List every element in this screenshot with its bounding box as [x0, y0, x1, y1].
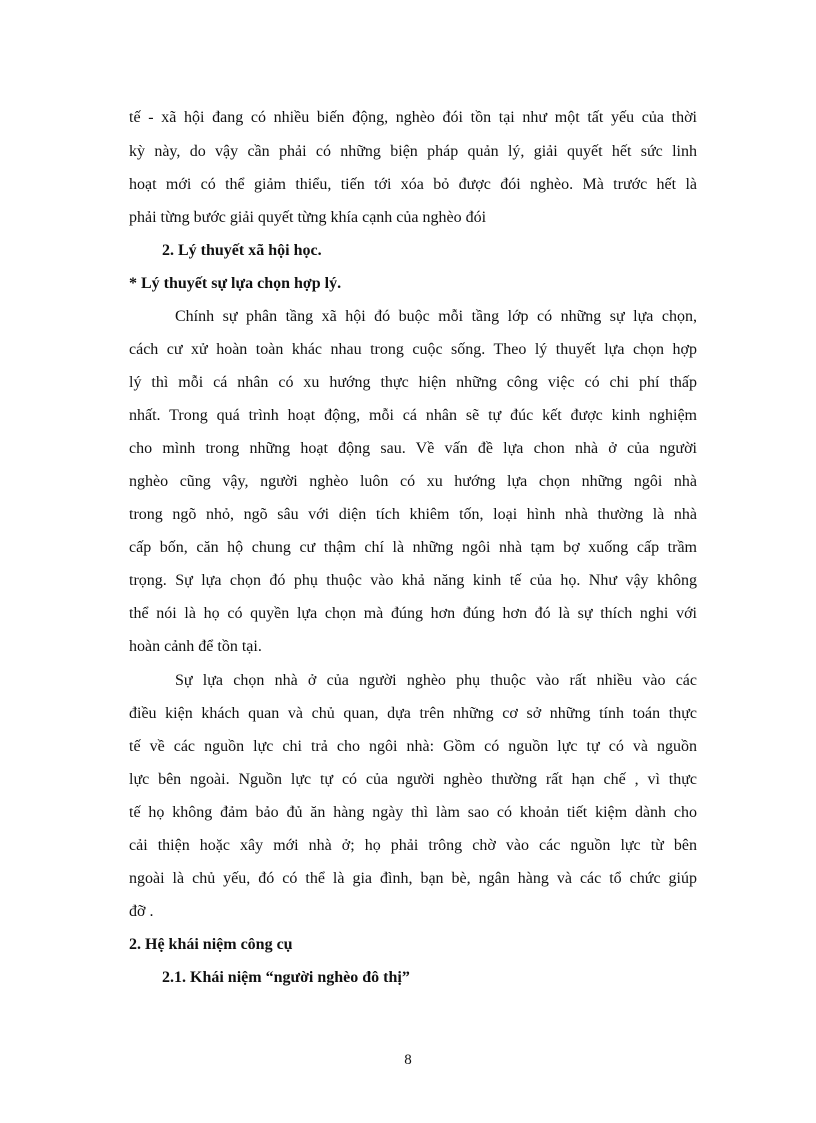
paragraph-2-line-3: lý thì mỗi cá nhân có xu hướng thực hiện những công việc có chi phí thấp — [129, 374, 697, 391]
paragraph-3-line-2: điều kiện khách quan và chủ quan, dựa trên những cơ sở những tính toán thực — [129, 705, 697, 722]
paragraph-2-line-2: cách cư xử hoàn toàn khác nhau trong cuộc sống. Theo lý thuyết lựa chọn hợp — [129, 341, 697, 358]
paragraph-2-line-11: hoàn cảnh để tồn tại. — [129, 638, 262, 655]
paragraph-3-line-8: đỡ . — [129, 903, 154, 920]
paragraph-3-line-1: Sự lựa chọn nhà ở của người nghèo phụ thuộc vào rất nhiều vào các — [175, 672, 697, 689]
paragraph-2-line-1: Chính sự phân tầng xã hội đó buộc mỗi tầng lớp có những sự lựa chọn, — [175, 308, 697, 325]
paragraph-3-line-5: tế họ không đảm bảo đủ ăn hàng ngày thì làm sao có khoản tiết kiệm dành cho — [129, 804, 697, 821]
page-number: 8 — [404, 1052, 412, 1068]
section-heading-concepts: 2. Hệ khái niệm công cụ — [129, 936, 293, 953]
paragraph-2-line-9: trọng. Sự lựa chọn đó phụ thuộc vào khả năng kinh tế của họ. Như vậy không — [129, 572, 697, 589]
subsection-heading-rational-choice: * Lý thuyết sự lựa chọn hợp lý. — [129, 275, 342, 292]
paragraph-1-line-3: hoạt mới có thể giảm thiểu, tiến tới xóa bỏ được đói nghèo. Mà trước hết là — [129, 176, 697, 193]
paragraph-2-line-6: nghèo cũng vậy, người nghèo luôn có xu hướng lựa chọn những ngôi nhà — [129, 473, 697, 490]
paragraph-1-line-4: phải từng bước giải quyết từng khía cạnh của nghèo đói — [129, 209, 487, 226]
paragraph-2-line-8: cấp bốn, căn hộ chung cư thậm chí là những ngôi nhà tạm bợ xuống cấp trầm — [129, 539, 697, 556]
paragraph-1-line-1: tế - xã hội đang có nhiều biến động, nghèo đói tồn tại như một tất yếu của thời — [129, 109, 697, 126]
paragraph-2-line-10: thể nói là họ có quyền lựa chọn mà đúng hơn đúng hơn đó là sự thích nghi với — [129, 605, 697, 622]
subsection-heading-urban-poor: 2.1. Khái niệm “người nghèo đô thị” — [162, 969, 410, 986]
paragraph-3-line-6: cải thiện hoặc xây mới nhà ở; họ phải trông chờ vào các nguồn lực từ bên — [129, 837, 697, 854]
paragraph-3-line-7: ngoài là chủ yếu, đó có thể là gia đình, bạn bè, ngân hàng và các tổ chức giúp — [129, 870, 697, 887]
section-heading-social-theory: 2. Lý thuyết xã hội học. — [162, 242, 322, 259]
paragraph-1-line-2: kỳ này, do vậy cần phải có những biện pháp quản lý, giải quyết hết sức linh — [129, 143, 697, 160]
paragraph-3-line-4: lực bên ngoài. Nguồn lực tự có của người nghèo thường rất hạn chế , vì thực — [129, 771, 697, 788]
paragraph-2-line-7: trong ngõ nhỏ, ngõ sâu với diện tích khiêm tốn, loại hình nhà thường là nhà — [129, 506, 697, 523]
paragraph-2-line-4: nhất. Trong quá trình hoạt động, mỗi cá nhân sẽ tự đúc kết được kinh nghiệm — [129, 407, 697, 424]
paragraph-3-line-3: tế về các nguồn lực chi trả cho ngôi nhà: Gồm có nguồn lực tự có và nguồn — [129, 738, 697, 755]
paragraph-2-line-5: cho mình trong những hoạt động sau. Về vấn đề lựa chon nhà ở của người — [129, 440, 697, 457]
